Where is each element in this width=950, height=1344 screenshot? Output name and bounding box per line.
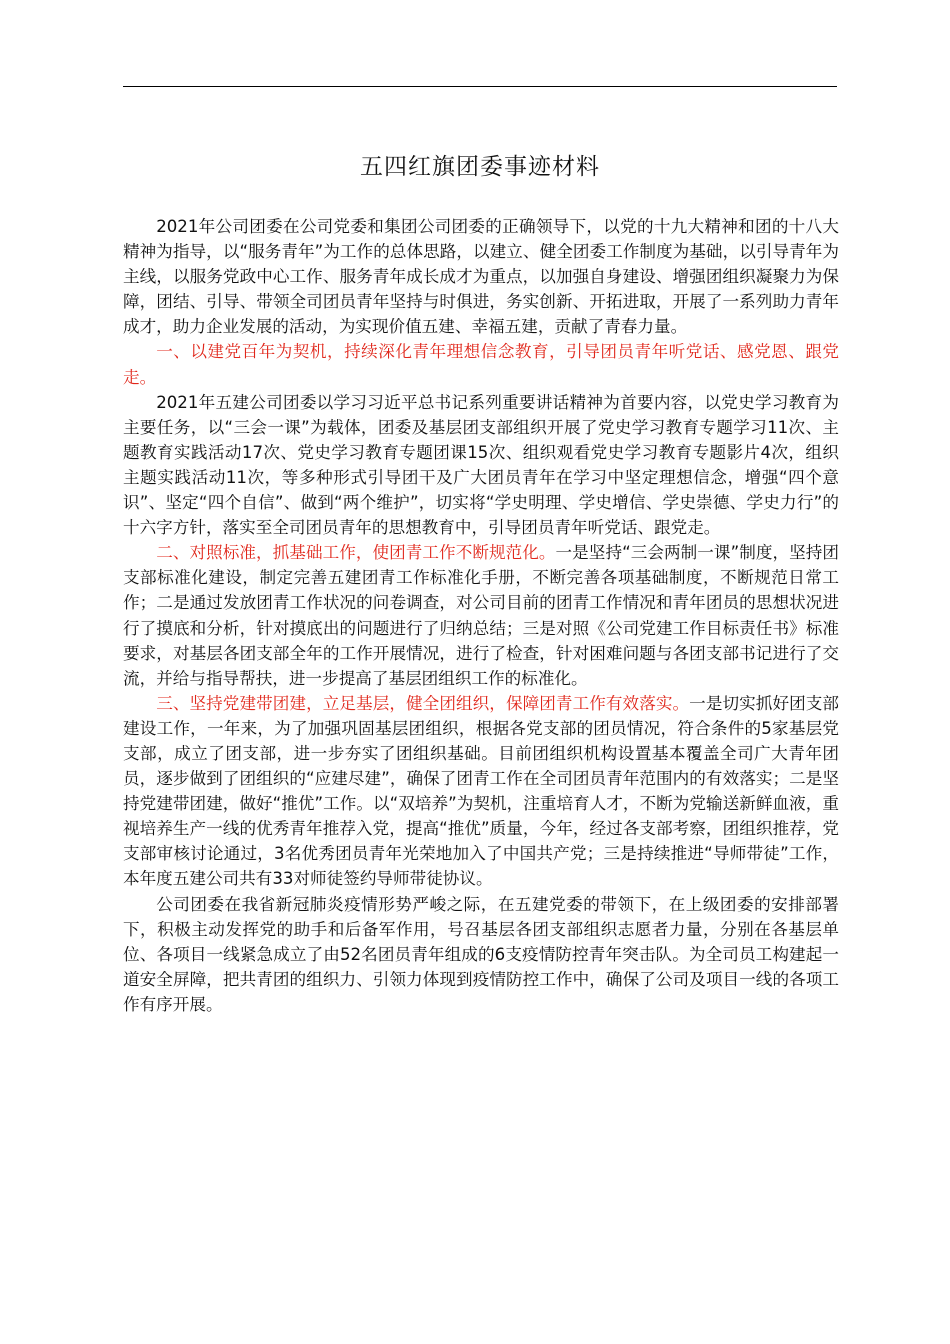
paragraph-text: 2021年公司团委在公司党委和集团公司团委的正确领导下，以党的十九大精神和团的十八大精神为指导，以“服务青年”为工作的总体思路，以建立、健全团委工作制度为基础，以引导青年为主线，以服务党政中心工作、服务青年成长成才为重点，以加强自身建设、增强团组织凝聚力为保障，团结、引导、带领全司团员青年坚持与时俱进，务实创新、开拓进取，开展了一系列助力青年成才，助力企业发展的活动，为实现价值五建、幸福五建，贡献了青春力量。 xyxy=(123,217,839,337)
section-heading-text: 二、对照标准，抓基础工作，使团青工作不断规范化。 xyxy=(156,543,556,563)
paragraph-section-1 xyxy=(123,390,839,541)
paragraph-text: 公司团委在我省新冠肺炎疫情形势严峻之际，在五建党委的带领下，在上级团委的安排部署下，积极主动发挥党的助手和后备军作用，号召基层各团支部组织志愿者力量，分别在各基层单位、各项目一线紧急成立了由52名团员青年组成的6支疫情防控青年突击队。为全司员工构建起一道安全屏障，把共青团的组织力、引领力体现到疫情防控工作中，确保了公司及项目一线的各项工作有序开展。 xyxy=(123,894,839,1014)
paragraph-intro xyxy=(123,214,839,339)
paragraph-text: 一是坚持“三会两制一课”制度，坚持团支部标准化建设，制定完善五建团青工作标准化手册，不断完善各项基础制度，不断规范日常工作；二是通过发放团青工作状况的问卷调查，对公司目前的团青工作情况和青年团员的思想状况进行了摸底和分析，针对摸底出的问题进行了归纳总结；三是对照《公司党建工作目标责任书》标准要求，对基层各团支部全年的工作开展情况，进行了检查，针对困难问题与各团支部书记进行了交流，并给与指导帮扶，进一步提高了基层团组织工作的标准化。 xyxy=(123,543,839,688)
paragraph-section-3 xyxy=(123,691,839,892)
document-title: 五四红旗团委事迹材料 xyxy=(360,154,600,180)
paragraph-text: 2021年五建公司团委以学习习近平总书记系列重要讲话精神为首要内容，以党史学习教育为主要任务，以“三会一课”为载体，团委及基层团支部组织开展了党史学习教育专题学习11次、主题教育实践活动17次、党史学习教育专题团课15次、组织观看党史学习教育专题影片4次，组织主题实践活动11次，等多种形式引导团干及广大团员青年在学习中坚定理想信念，增强“四个意识”、坚定“四个自信”、做到“两个维护”，切实将“学史明理、学史增信、学史崇德、学史力行”的十六字方针，落实至全司团员青年的思想教育中，引导团员青年听党话、跟党走。 xyxy=(123,392,839,538)
section-heading-text: 三、坚持党建带团建，立足基层，健全团组织，保障团青工作有效落实。 xyxy=(156,693,690,713)
paragraph-epidemic xyxy=(123,892,839,1017)
section-heading-1 xyxy=(123,339,839,389)
paragraph-text: 一是切实抓好团支部建设工作，一年来，为了加强巩固基层团组织，根据各党支部的团员情况，符合条件的5家基层党支部，成立了团支部，进一步夯实了团组织基础。目前团组织机构设置基本覆盖全司广大青年团员，逐步做到了团组织的“应建尽建”，确保了团青工作在全司团员青年范围内的有效落实；二是坚持党建带团建，做好“推优”工作。以“双培养”为契机，注重培育人才，不断为党输送新鲜血液，重视培养生产一线的优秀青年推荐入党，提高“推优”质量，今年，经过各支部考察，团组织推荐，党支部审核讨论通过，3名优秀团员青年光荣地加入了中国共产党；三是持续推进“导师带徒”工作，本年度五建公司共有33对师徒签约导师带徒协议。 xyxy=(123,693,840,889)
section-heading-text: 一、以建党百年为契机，持续深化青年理想信念教育，引导团员青年听党话、感党恩、跟党走。 xyxy=(123,342,839,387)
document-body xyxy=(123,214,839,1017)
paragraph-section-2 xyxy=(123,540,839,691)
header-rule xyxy=(123,86,837,87)
